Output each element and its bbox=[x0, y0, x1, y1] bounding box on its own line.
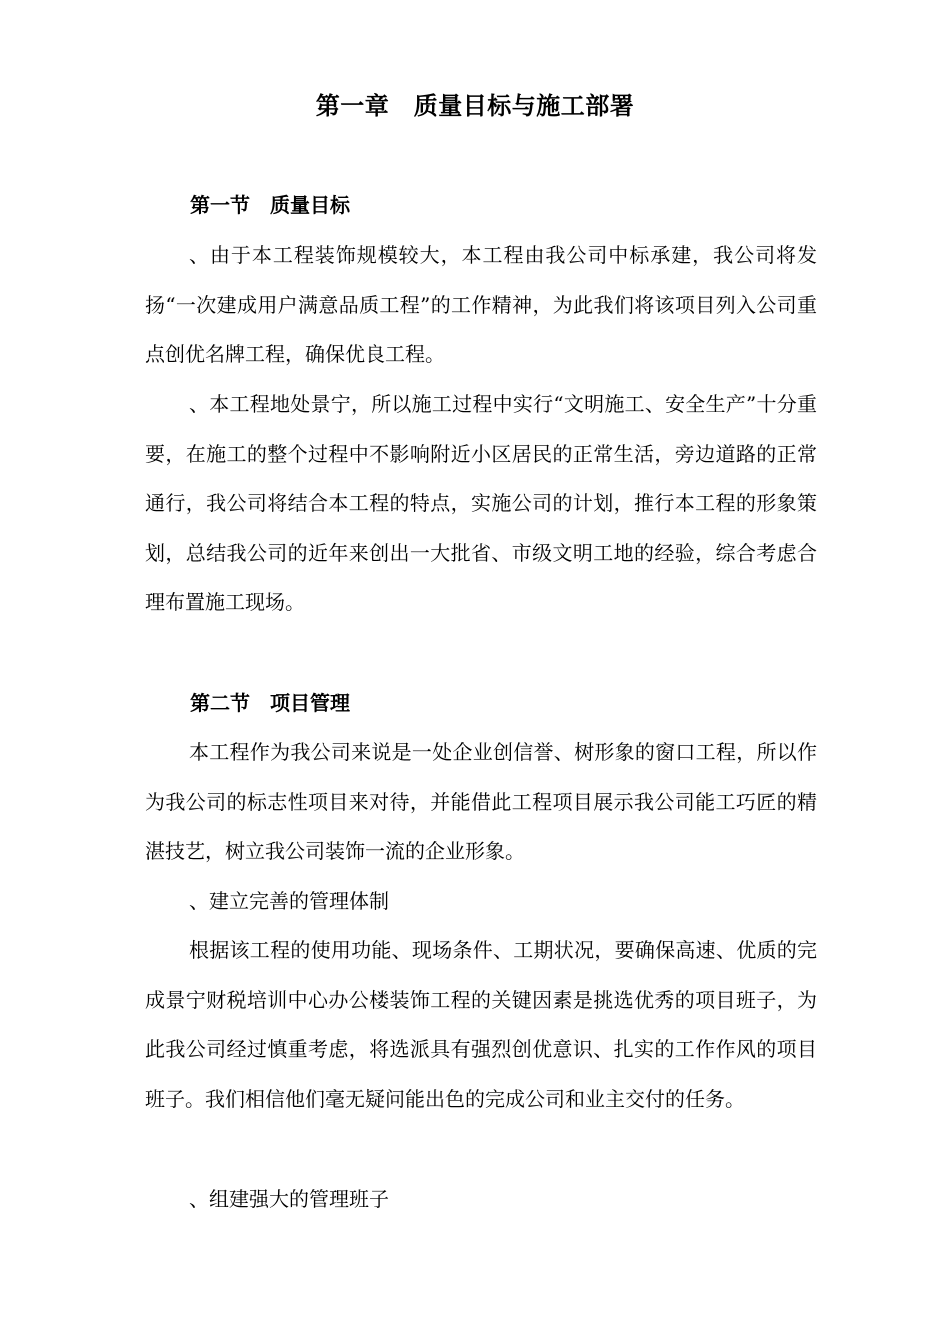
section-title-project-management: 第二节 项目管理 bbox=[190, 691, 350, 715]
paragraph: 根据该工程的使用功能、现场条件、工期状况，要确保高速、优质的完成景宁财税培训中心办公楼装饰工程的关键因素是挑选优秀的项目班子，为此我公司经过慎重考虑，将选派具有强烈创优意识、扎实的工作作风的项目班子。我们相信他们毫无疑问能出色的完成公司和业主交付的任务。 bbox=[145, 938, 817, 1111]
paragraph: 、本工程地处景宁，所以施工过程中实行“文明施工、安全生产”十分重要，在施工的整个过程中不影响附近小区居民的正常生活，旁边道路的正常通行，我公司将结合本工程的特点，实施公司的计划，推行本工程的形象策划，总结我公司的近年来创出一大批省、市级文明工地的经验，综合考虑合理布置施工现场。 bbox=[145, 392, 817, 614]
section-title-quality-goals: 第一节 质量目标 bbox=[190, 193, 350, 217]
paragraph: 、由于本工程装饰规模较大，本工程由我公司中标承建，我公司将发扬“一次建成用户满意品质工程”的工作精神，为此我们将该项目列入公司重点创优名牌工程，确保优良工程。 bbox=[145, 243, 817, 366]
paragraph: 、建立完善的管理体制 bbox=[189, 889, 389, 913]
chapter-title: 第一章 质量目标与施工部署 bbox=[315, 92, 635, 120]
paragraph: 、组建强大的管理班子 bbox=[189, 1187, 389, 1211]
paragraph: 本工程作为我公司来说是一处企业创信誉、树形象的窗口工程，所以作为我公司的标志性项目来对待，并能借此工程项目展示我公司能工巧匠的精湛技艺，树立我公司装饰一流的企业形象。 bbox=[145, 740, 817, 863]
